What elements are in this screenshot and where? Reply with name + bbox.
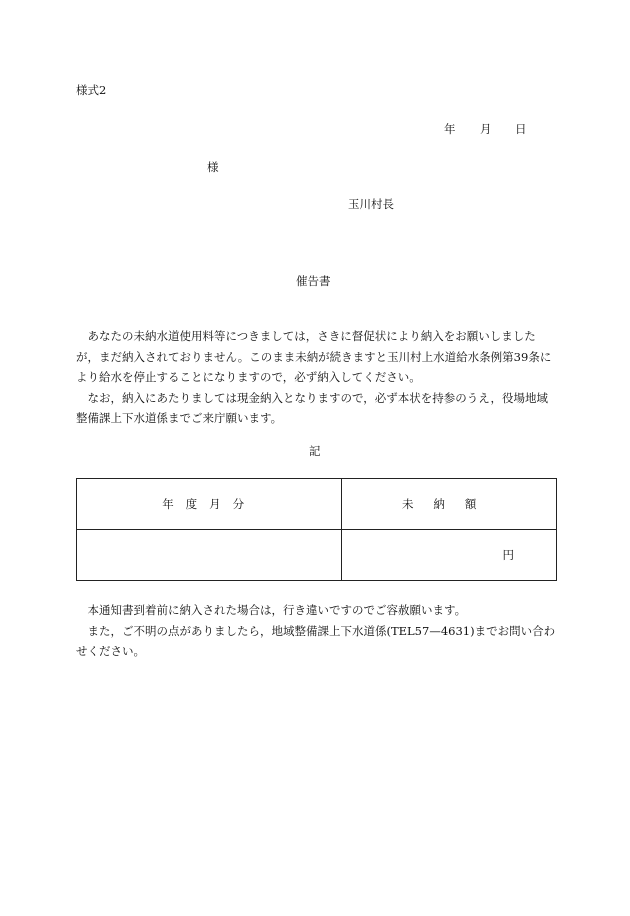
date-day-label: 日 [515,122,527,136]
period-cell [77,530,342,581]
notice-paragraph: なお，納入にあたりましては現金納入となりますので，必ず本状を持参のうえ，役場地域整備課上下水道係までご来庁願います。 [76,390,548,425]
date-month-label: 月 [480,122,492,136]
table-row [77,530,557,581]
ki-heading: 記 [309,444,321,458]
footer-notes [76,600,556,662]
footer-paragraph: また，ご不明の点がありましたら，地域整備課上下水道係(TEL57—4631)までお問い合わせください。 [76,623,556,658]
amount-cell: 円 [342,530,557,581]
date-year-label: 年 [444,122,456,136]
notice-body [76,326,556,429]
footer-paragraph: 本通知書到着前に納入された場合は，行き違いですのでご容赦願います。 [87,603,467,617]
document-title: 催告書 [296,274,331,288]
table-header-row [77,479,557,530]
header-period: 年度月分 [77,479,342,530]
sender-name: 玉川村長 [348,197,394,211]
form-number-label: 様式2 [76,83,107,97]
header-unpaid-amount: 未納額 [342,479,557,530]
notice-paragraph: あなたの未納水道使用料等につきましては，さきに督促状により納入をお願いしましたが，まだ納入されておりません。このまま未納が続きますと玉川村上水道給水条例第39条により給水を停止することになりますので，必ず納入してください。 [76,329,552,384]
amount-table [76,478,557,581]
addressee-suffix: 様 [207,160,219,174]
